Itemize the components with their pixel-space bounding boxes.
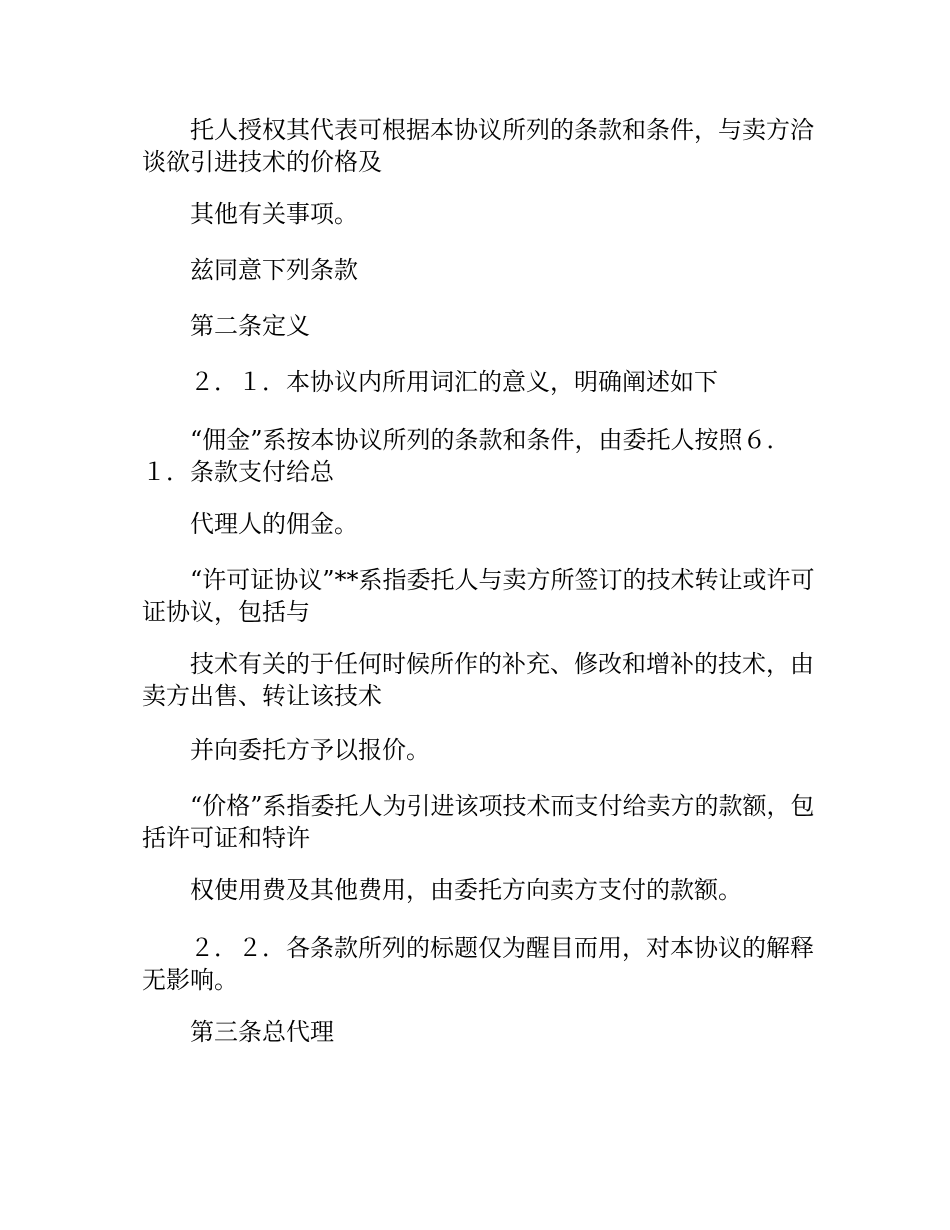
paragraph-other-matters: 其他有关事项。 (190, 200, 358, 228)
paragraph-commission-continued: 代理人的佣金。 (190, 510, 358, 538)
paragraph-license-definition: “许可证协议”**系指委托人与卖方所签订的技术转让或许可证协议，包括与 (142, 566, 815, 626)
paragraph-license-continued: 技术有关的于任何时候所作的补充、修改和增补的技术，由卖方出售、转让该技术 (142, 650, 814, 710)
paragraph-authorization: 托人授权其代表可根据本协议所列的条款和条件，与卖方洽谈欲引进技术的价格及 (142, 116, 814, 176)
paragraph-license-quotation: 并向委托方予以报价。 (190, 736, 430, 764)
paragraph-price-definition: “价格”系指委托人为引进该项技术而支付给卖方的款额，包括许可证和特许 (142, 792, 815, 852)
paragraph-clause-2-2: ２．２．各条款所列的标题仅为醒目而用，对本协议的解释无影响。 (142, 934, 814, 994)
paragraph-agree-terms: 兹同意下列条款 (190, 256, 358, 284)
heading-article-three: 第三条总代理 (190, 1018, 334, 1046)
heading-article-two: 第二条定义 (190, 312, 310, 340)
paragraph-price-continued: 权使用费及其他费用，由委托方向卖方支付的款额。 (190, 876, 742, 904)
paragraph-commission-definition: “佣金”系按本协议所列的条款和条件，由委托人按照６．１．条款支付给总 (142, 426, 791, 486)
paragraph-clause-2-1: ２．１．本协议内所用词汇的意义，明确阐述如下 (190, 368, 718, 396)
